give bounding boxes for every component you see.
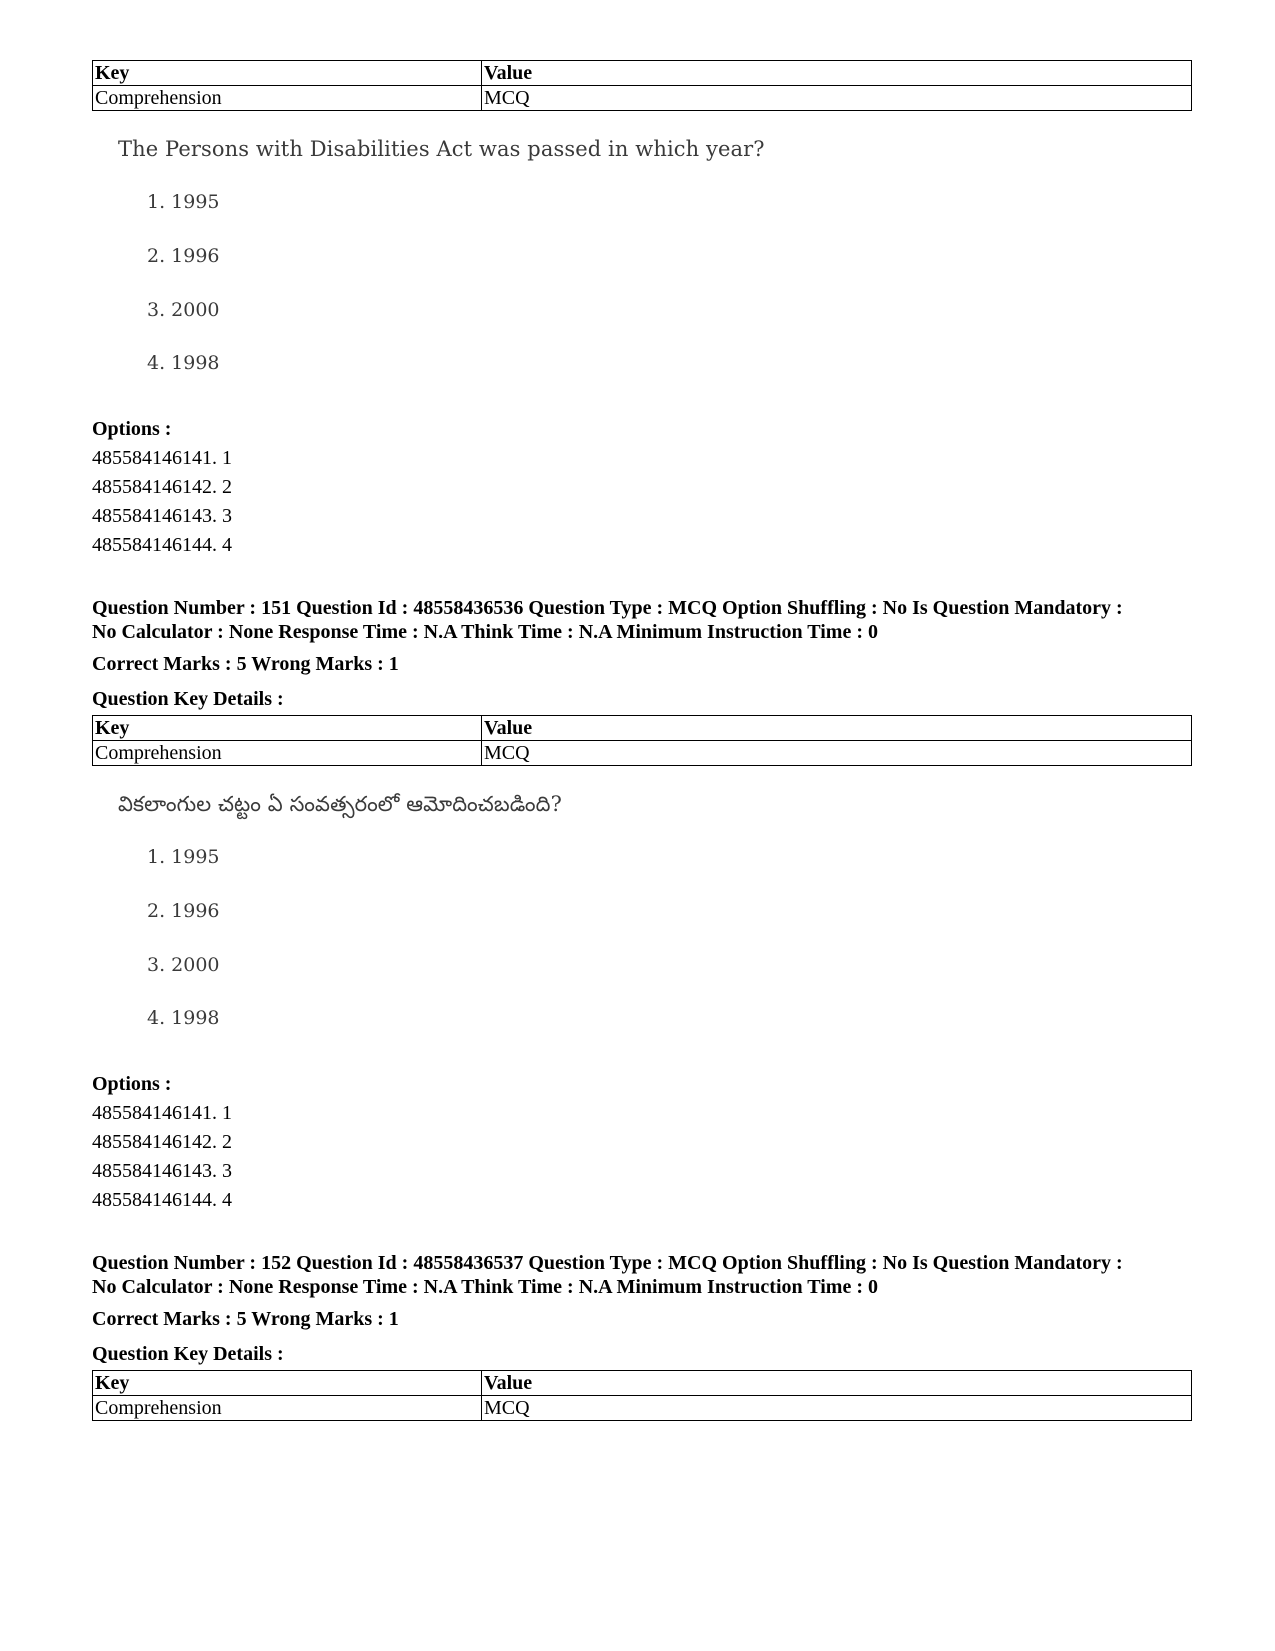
key-details-label: Question Key Details : xyxy=(92,688,284,710)
question-key-table xyxy=(92,1370,1192,1421)
question-meta-line: Question Number : 152 Question Id : 48558436537 Question Type : MCQ Option Shuffling : No Is Question Mandatory : xyxy=(92,1252,1123,1274)
question-option: 3. 2000 xyxy=(147,299,220,321)
value-header: Value xyxy=(482,61,1192,86)
option-item: 485584146144. 4 xyxy=(92,534,232,556)
option-item: 485584146142. 2 xyxy=(92,1131,232,1153)
question-meta xyxy=(92,1251,1192,1369)
table-row xyxy=(93,86,1192,111)
table-row xyxy=(93,741,1192,766)
key-cell: Comprehension xyxy=(93,86,482,111)
marks-line: Correct Marks : 5 Wrong Marks : 1 xyxy=(92,653,399,675)
question-image xyxy=(92,137,1192,395)
document-page xyxy=(92,60,1192,1421)
question-meta-line: No Calculator : None Response Time : N.A Think Time : N.A Minimum Instruction Time : 0 xyxy=(92,621,878,643)
question-option: 4. 1998 xyxy=(147,1007,220,1029)
question-option: 2. 1996 xyxy=(147,900,220,922)
options-list xyxy=(92,415,1192,560)
value-header: Value xyxy=(482,1371,1192,1396)
question-option: 1. 1995 xyxy=(147,846,220,868)
key-header: Key xyxy=(93,61,482,86)
question-text: The Persons with Disabilities Act was passed in which year? xyxy=(118,137,765,161)
option-item: 485584146143. 3 xyxy=(92,1160,232,1182)
key-cell: Comprehension xyxy=(93,741,482,766)
question-key-table xyxy=(92,60,1192,111)
table-header-row xyxy=(93,61,1192,86)
table-header-row xyxy=(93,716,1192,741)
option-item: 485584146142. 2 xyxy=(92,476,232,498)
question-key-table xyxy=(92,715,1192,766)
key-details-label: Question Key Details : xyxy=(92,1343,284,1365)
question-meta-line: No Calculator : None Response Time : N.A Think Time : N.A Minimum Instruction Time : 0 xyxy=(92,1276,878,1298)
value-cell: MCQ xyxy=(482,86,1192,111)
option-item: 485584146144. 4 xyxy=(92,1189,232,1211)
question-meta-line: Question Number : 151 Question Id : 48558436536 Question Type : MCQ Option Shuffling : No Is Question Mandatory : xyxy=(92,597,1123,619)
question-option: 3. 2000 xyxy=(147,954,220,976)
key-header: Key xyxy=(93,716,482,741)
option-item: 485584146141. 1 xyxy=(92,1102,232,1124)
question-text: వికలాంగుల చట్టం ఏ సంవత్సరంలో ఆమోదించబడింది? xyxy=(118,792,562,816)
question-meta xyxy=(92,596,1192,714)
options-label: Options : xyxy=(92,1073,172,1095)
question-option: 4. 1998 xyxy=(147,352,220,374)
option-item: 485584146141. 1 xyxy=(92,447,232,469)
value-cell: MCQ xyxy=(482,1396,1192,1421)
option-item: 485584146143. 3 xyxy=(92,505,232,527)
options-list xyxy=(92,1070,1192,1215)
question-option: 2. 1996 xyxy=(147,245,220,267)
value-cell: MCQ xyxy=(482,741,1192,766)
question-image xyxy=(92,792,1192,1050)
key-cell: Comprehension xyxy=(93,1396,482,1421)
table-header-row xyxy=(93,1371,1192,1396)
options-label: Options : xyxy=(92,418,172,440)
marks-line: Correct Marks : 5 Wrong Marks : 1 xyxy=(92,1308,399,1330)
question-option: 1. 1995 xyxy=(147,191,220,213)
table-row xyxy=(93,1396,1192,1421)
key-header: Key xyxy=(93,1371,482,1396)
value-header: Value xyxy=(482,716,1192,741)
